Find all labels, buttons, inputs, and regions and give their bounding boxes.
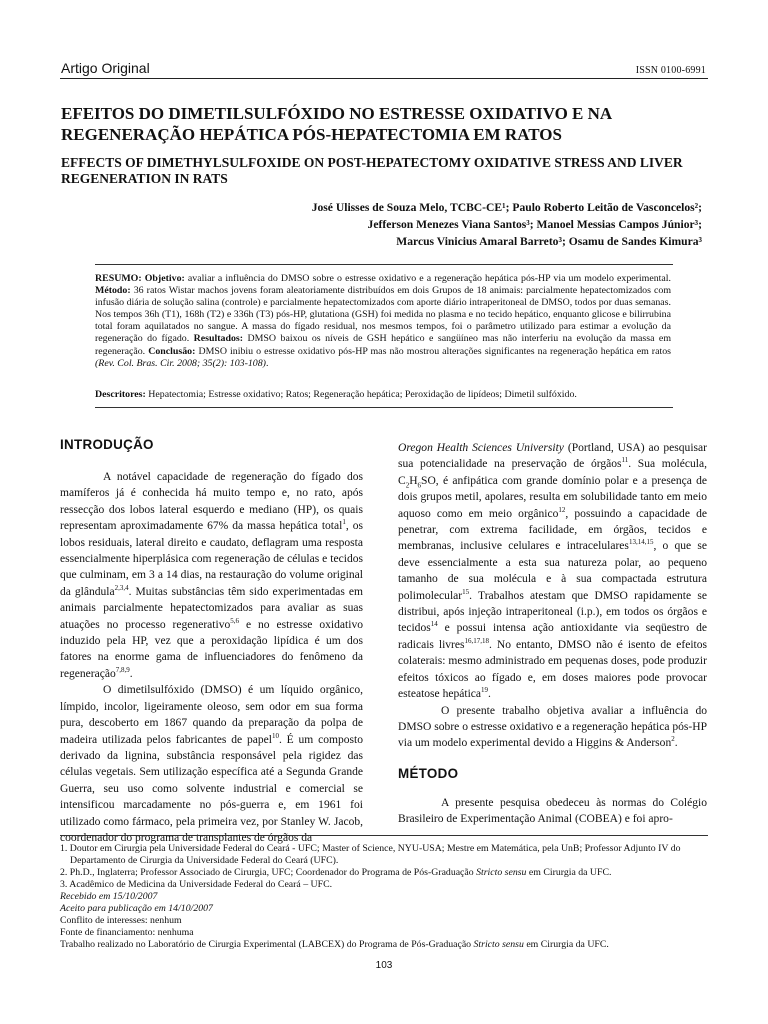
footnote-rule [60,835,708,836]
page-number: 103 [375,960,393,971]
intro-paragraph-2: O dimetilsulfóxido (DMSO) é um líquido orgânico, límpido, incolor, ligeiramente oleoso, sem odor em sua forma pura, descoberto em 1867 quando da preparação da polpa de madeira utilizada pelos fabricantes de papel$^{10}$. É um composto derivado da lignina, substância responsável pela rigidez das células vegetais. Sem utilização específica até a Segunda Grande Guerra, seu uso como solvente industrial e comercial se intensificou marcadamente no pós-guerra e, em 1961 foi utilizado como fármaco, pela primeira vez, por Stanley W. Jacob, coordenador do programa de transplantes de órgãos da [60,684,363,844]
header-rule [60,78,708,79]
conclusao-text: DMSO inibiu o estresse oxidativo pós-HP mas não mostrou alterações significantes na regeneração hepática em ratos [198,345,671,357]
metodo-heading: MÉTODO [398,765,459,781]
footnote-2: 2. Ph.D., Inglaterra; Professor Associado de Cirurgia, UFC; Coordenador do Programa de Pós-Graduação Stricto sensu em Cirurgia da UFC. [60,867,612,878]
author-line: José Ulisses de Souza Melo, TCBC-CE¹; Paulo Roberto Leitão de Vasconcelos²; [311,201,702,214]
conflict-of-interest: Conflito de interesses: nenhum [60,915,182,926]
author-line: Jefferson Menezes Viana Santos³; Manoel Messias Campos Júnior³; [367,218,702,231]
received-date: Recebido em 15/10/2007 [60,891,158,902]
work-location: Trabalho realizado no Laboratório de Cirurgia Experimental (LABCEX) do Programa de Pós-Graduação Stricto sensu em Cirurgia da UFC. [60,939,609,950]
funding-source: Fonte de financiamento: nenhuma [60,927,194,938]
intro-paragraph-3: Oregon Health Sciences University (Portland, USA) ao pesquisar sua potencialidade na preservação de órgãos$^{11}$. Sua molécula, $C_2H_6SO$, é anfipática com grande domínio polar e a presença de dois grupos metil, apolares, resulta em solubilidade tanto em meio aquoso como em meio orgânico$^{12}$, possuindo a capacidade de penetrar, com extrema facilidade, em órgãos, tecidos e membranas, inclusive celulares e intracelulares$^{13,14,15}$, o que se deve essencialmente a esta sua natureza polar, ao pequeno tamanho de sua molécula e à sua compactada estrutura polimolecular$^{15}$. Trabalhos atestam que DMSO rapidamente se distribui, após injeção intraperitoneal (i.p.), em todos os órgãos e tecidos$^{14}$ e possui intensa ação antioxidante via seqüestro de radicais livres$^{16,17,18}$. No entanto, DMSO não é isento de efeitos colaterais: mesmo administrado em pequenas doses, pode produzir efeitos tóxicos ao fígado e, em doses maiores pode provocar esteatose hepática$^{19}$. [398,442,708,701]
section-label: Artigo Original [61,60,150,76]
accepted-date: Aceito para publicação em 14/10/2007 [60,903,213,914]
descritores-text: Hepatectomia; Estresse oxidativo; Ratos; Regeneração hepática; Peroxidação de lipídeos; Dimetil sulfóxido. [148,389,577,400]
intro-heading: INTRODUÇÃO [60,437,154,452]
descritores [95,389,671,401]
author-line: Marcus Vinicius Amaral Barreto³; Osamu de Sandes Kimura³ [396,235,702,248]
metodo-label: Método: [95,285,131,297]
footnotes [60,843,710,951]
right-column [398,440,707,828]
left-column [60,437,363,846]
issn: ISSN 0100-6991 [635,65,706,76]
footnote-3: 3. Acadêmico de Medicina da Universidade Federal do Ceará – UFC. [60,879,333,890]
citation: (Rev. Col. Bras. Cir. 2008; 35(2): 103-108) [95,357,266,369]
conclusao-label: Conclusão: [148,345,196,357]
resultados-text: DMSO baixou os níveis de GSH hepático e sangüíneo mas não interferiu na evolução da massa em regeneração. [95,333,672,357]
objetivo-text: avaliar a influência do DMSO sobre o estresse oxidativo e a regeneração hepática pós-HP via um modelo experimental. [187,273,672,284]
abstract-label: RESUMO: [95,273,142,284]
footnote-1: 1. Doutor em Cirurgia pela Universidade Federal do Ceará - UFC; Master of Science, NYU-USA; Mestre em Matemática, pela UnB; Professor Adjunto IV do Departamento de Cirurgia da Universidade Federal do Ceará (UFC). [60,843,681,866]
metodo-paragraph-1: A presente pesquisa obedeceu às normas do Colégio Brasileiro de Experimentação Animal (COBEA) e foi apro- [398,796,707,826]
metodo-text: 36 ratos Wistar machos jovens foram aleatoriamente distribuídos em dois Grupos de 18 animais: parcialmente hepatectomizados com infusão diária de solução salina (controle) e parcialmente hepatectomizados com aporte diário intraperitoneal de DMSO, todos por duas semanas. Nos tempos 36h (T1), 168h (T2) e 336h (T3) pós-HP, glutationa (GSH) foi medida no plasma e no tecido hepático, enquanto glicose e bilirrubina total foram aquilatados no sangue. A massa do fígado residual, nos mesmos tempos, foi o parâmetro utilizado para estimar a evolução da regeneração do fígado. [95,285,671,345]
resultados-label: Resultados: [193,333,244,345]
intro-paragraph-4: O presente trabalho objetiva avaliar a influência do DMSO sobre o estresse oxidativo e a regeneração hepática pós-HP via um modelo experimental devido a Higgins & Anderson$^2$. [398,704,707,750]
intro-paragraph-1: A notável capacidade de regeneração do fígado dos mamíferos já é conhecida há muito tempo e, no rato, após ressecção dos lobos lateral esquerdo e mediano (HP), os quais representam aproximadamente 67% da massa hepática total$^1$, os lobos residuais, lateral direito e caudato, deflagram uma resposta essencialmente hiperplásica com regeneração de células e tecidos que culminam, em 3 a 14 dias, na restauração do volume original da glândula$^{2,3,4}$. Muitas substâncias têm sido experimentadas em animais parcialmente hepatectomizados para avaliar as suas atuações no processo regenerativo$^{5,6}$ e no estresse oxidativo induzido pela HP, vez que a peroxidação lipídica é um dos fatores na enorme gama de influenciadores do fenômeno da regeneração$^{7,8,9}$. [60,471,363,680]
abstract: RESUMO: Objetivo: avaliar a influência do DMSO sobre o estresse oxidativo e a regeneração hepática pós-HP via um modelo experimental. Método: 36 ratos Wistar machos jovens foram aleatoriamente distribuídos em dois Grupos de 18 animais: parcialmente hepatectomizados com infusão diária de solução salina (controle) e parcialmente hepatectomizados com aporte diário intraperitoneal de DMSO, todos por duas semanas. Nos tempos 36h (T1), 168h (T2) e 336h (T3) pós-HP, glutationa (GSH) foi medida no plasma e no tecido hepático, enquanto glicose e bilirrubina total foram aquilatados no sangue. A massa do fígado residual, nos mesmos tempos, foi o parâmetro utilizado para estimar a evolução da regeneração do fígado. Resultados: DMSO baixou os níveis de GSH hepático e sangüíneo mas não interferiu na evolução da massa em regeneração. Conclusão: DMSO inibiu o estresse oxidativo pós-HP mas não mostrou alterações significantes na regeneração hepática em ratos (Rev. Col. Bras. Cir. 2008; 35(2): 103-108). [95,273,672,369]
title-english: EFFECTS OF DIMETHYLSULFOXIDE ON POST-HEPATECTOMY OXIDATIVE STRESS AND LIVER REGENERATION IN RATS [61,155,683,186]
abstract-bottom-rule [95,407,673,408]
objetivo-label: Objetivo: [144,273,185,284]
abstract-top-rule [95,264,673,265]
author-list [102,199,702,250]
title-portuguese: EFEITOS DO DIMETILSULFÓXIDO NO ESTRESSE OXIDATIVO E NA REGENERAÇÃO HEPÁTICA PÓS-HEPATECTOMIA EM RATOS [61,104,612,144]
descritores-label: Descritores: [95,389,146,400]
